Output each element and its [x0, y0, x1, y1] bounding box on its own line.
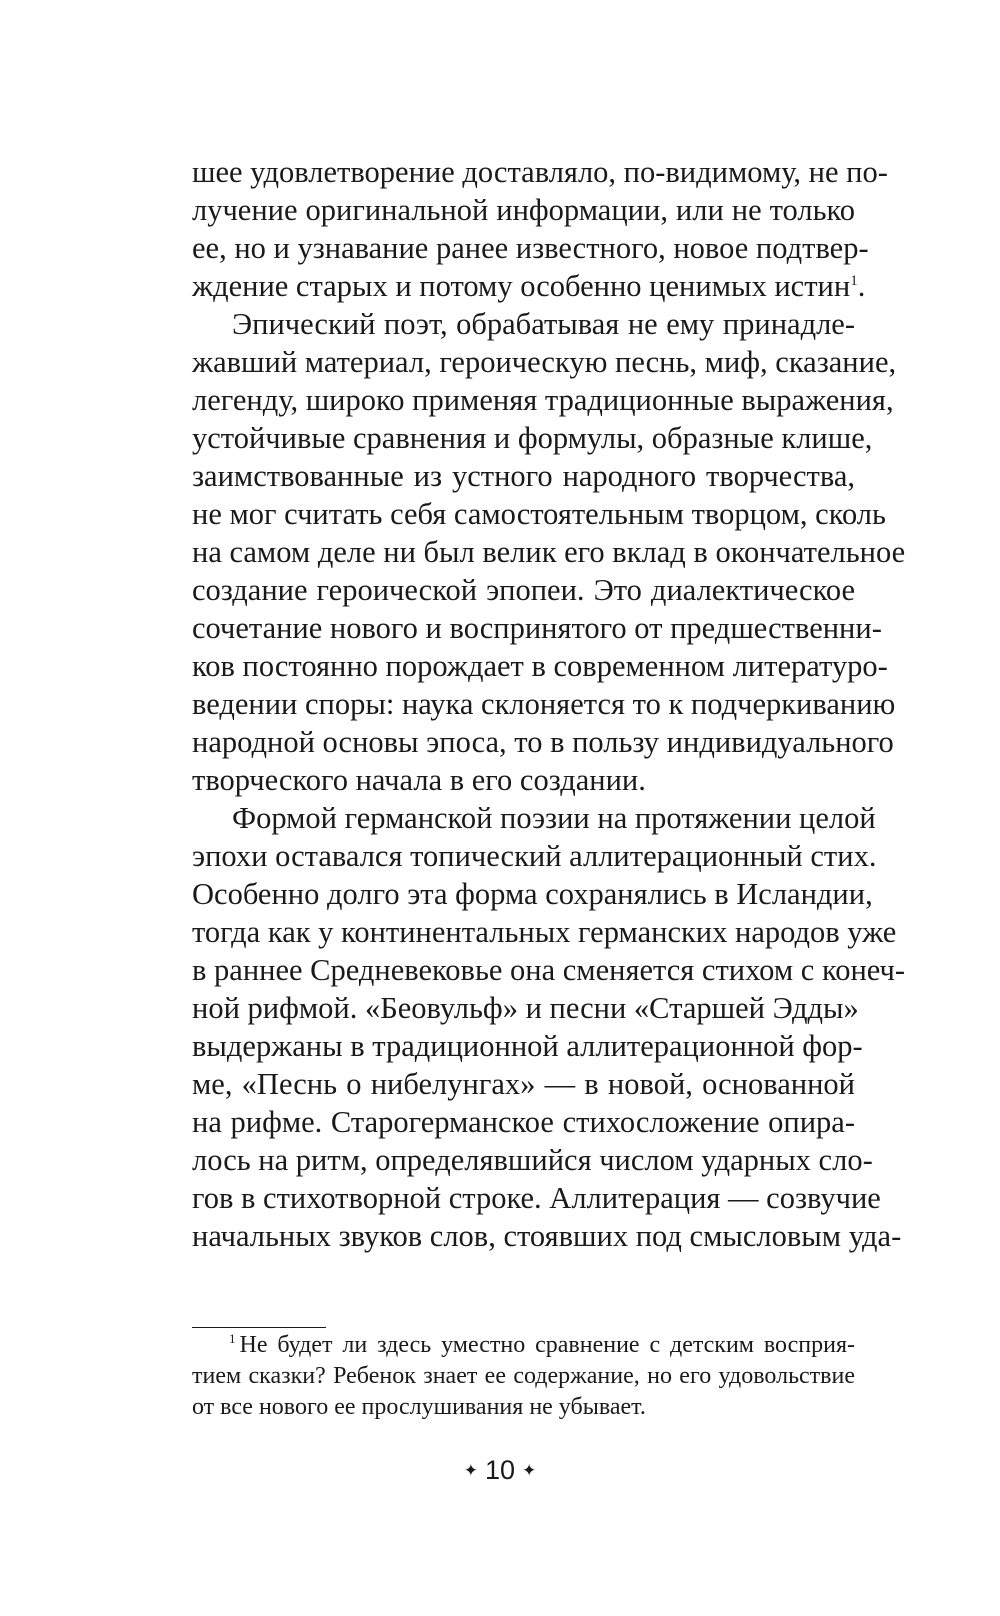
ornament-star-icon: ✦: [522, 1461, 537, 1480]
body-line: создание героической эпопеи. Это диалектическое: [192, 573, 855, 607]
body-line: устойчивые сравнения и формулы, образные клише,: [192, 421, 873, 455]
body-line-text: ждение старых и потому особенно ценимых истин: [192, 269, 851, 303]
footnote-ref: 1: [850, 272, 858, 289]
body-line: лучение оригинальной информации, или не только: [192, 193, 855, 227]
body-line: эпохи оставался топический аллитерационный стих.: [192, 839, 877, 873]
body-line: не мог считать себя самостоятельным творцом, сколь: [192, 497, 886, 531]
body-line: на рифме. Старогерманское стихосложение опира-: [192, 1105, 855, 1139]
footnote-line: тием сказки? Ребенок знает ее содержание, но его удовольствие: [192, 1363, 855, 1389]
body-line: лось на ритм, определявшийся числом ударных сло-: [192, 1143, 873, 1177]
body-line: в раннее Средневековье она сменяется стихом с конеч-: [192, 953, 906, 987]
footnote-line: от все нового ее прослушивания не убывает.: [192, 1394, 646, 1420]
footnote-text: Не будет ли здесь уместно сравнение с детским восприя-: [239, 1332, 855, 1358]
footnote-first-line: [229, 1330, 855, 1361]
body-line: на самом деле ни был велик его вклад в окончательное: [192, 535, 906, 569]
ornament-star-icon: ✦: [463, 1461, 478, 1480]
body-line: ее, но и узнавание ранее известного, новое подтвер-: [192, 231, 869, 265]
footnote-marker: 1: [229, 1331, 236, 1346]
body-line: выдержаны в традиционной аллитерационной фор-: [192, 1029, 863, 1063]
body-line: Особенно долго эта форма сохранялись в Исландии,: [192, 877, 873, 911]
body-line: сочетание нового и воспринятого от предшественни-: [192, 611, 882, 645]
body-line: заимствованные из устного народного творчества,: [192, 459, 855, 493]
page-number: 10: [484, 1455, 516, 1485]
body-line: начальных звуков слов, стоявших под смысловым уда-: [192, 1219, 902, 1253]
body-line: творческого начала в его создании.: [192, 763, 646, 797]
body-line: тогда как у континентальных германских народов уже: [192, 915, 897, 949]
body-line-with-footnote-ref: [192, 267, 866, 305]
body-line: народной основы эпоса, то в пользу индивидуального: [192, 725, 894, 759]
footnote-separator: [192, 1327, 326, 1328]
body-line: легенду, широко применяя традиционные выражения,: [192, 383, 894, 417]
page-number-footer: [0, 1453, 1000, 1488]
body-line: шее удовлетворение доставляло, по-видимому, не по-: [192, 155, 888, 189]
body-line: гов в стихотворной строке. Аллитерация — созвучие: [192, 1181, 881, 1215]
body-line: ков постоянно порождает в современном литературо-: [192, 649, 888, 683]
body-line: ной рифмой. «Беовульф» и песни «Старшей Эдды»: [192, 991, 859, 1025]
body-line-tail: .: [857, 269, 866, 303]
paragraph-first-line: Эпический поэт, обрабатывая не ему принадле-: [232, 307, 855, 341]
body-line: жавший материал, героическую песнь, миф, сказание,: [192, 345, 897, 379]
body-line: ведении споры: наука склоняется то к подчеркиванию: [192, 687, 896, 721]
paragraph-first-line: Формой германской поэзии на протяжении целой: [232, 801, 876, 835]
body-line: ме, «Песнь о нибелунгах» — в новой, основанной: [192, 1067, 855, 1101]
